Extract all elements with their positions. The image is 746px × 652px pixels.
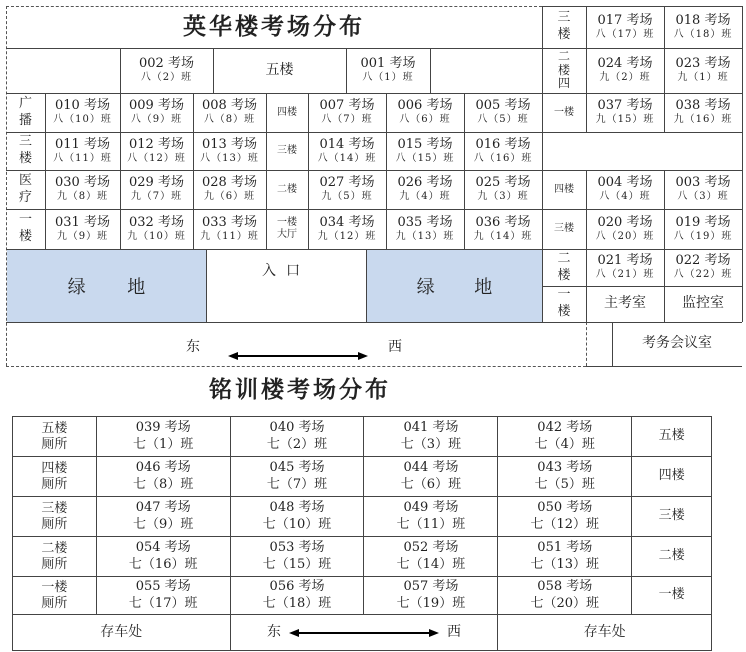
row-right-label: 二楼 [632,537,712,577]
row-right-label: 三楼 [632,497,712,537]
green-area-left: 绿 地 [7,250,206,322]
exam-room-008: 008 考场 八（8）班 [202,98,257,126]
direction-arrow [228,345,368,351]
bottom-direction-east: 东 [266,624,281,641]
direction-east: 东 [186,339,200,355]
right-second-floor-label: 二 楼 四 [557,48,570,91]
exam-room-005: 005 考场 八（5）班 [475,98,531,126]
bottom-direction-arrow [289,629,439,637]
bike-parking-left: 存车处 [13,615,231,651]
right-second-floor-label-2: 二 楼 [557,250,571,283]
mingxun-title: 铭训楼考场分布 [209,375,391,403]
main-exam-room: 主考室 [604,295,646,312]
right-fourth-floor-label: 四楼 [554,183,574,195]
exam-room-023: 023 考场 九（1）班 [675,56,731,84]
right-third-floor-label-2: 三楼 [554,223,574,234]
exam-room-057: 057 考场 七（19）班 [364,577,498,615]
exam-room-032: 032 考场 九（10）班 [127,214,186,242]
exam-room-029: 029 考场 九（7）班 [129,175,184,203]
exam-room-030: 030 考场 九（8）班 [55,175,110,203]
exam-room-042: 042 考场 七（4）班 [498,417,632,457]
exam-room-020: 020 考场 八（20）班 [595,214,655,242]
second-floor-mid-label: 二楼 [277,183,297,195]
exam-room-031: 031 考场 九（9）班 [55,214,110,242]
exam-room-015: 015 考场 八（15）班 [395,136,455,164]
exam-room-053: 053 考场 七（15）班 [230,537,364,577]
row-left-label: 三楼 厕所 [13,497,97,537]
mingxun-building-table [12,416,712,651]
table-row [13,417,712,457]
first-floor-hall-label: 一楼 大厅 [277,217,297,240]
first-floor-left-label: 一 楼 [18,212,32,244]
row-left-label: 二楼 厕所 [13,537,97,577]
table-row [13,457,712,497]
exam-room-006: 006 考场 八（6）班 [397,98,453,126]
row-right-label: 四楼 [632,457,712,497]
table-row [13,577,712,615]
third-floor-mid-label: 三楼 [277,145,297,156]
third-floor-left-label: 三 楼 [18,134,32,166]
exam-room-014: 014 考场 八（14）班 [317,136,377,164]
exam-room-025: 025 考场 九（3）班 [475,175,531,203]
right-third-floor-label: 三 楼 [557,10,571,42]
exam-room-016: 016 考场 八（16）班 [473,136,533,164]
exam-room-013: 013 考场 八（13）班 [200,136,259,164]
exam-room-022: 022 考场 八（22）班 [673,253,733,281]
exam-room-010: 010 考场 八（10）班 [53,98,112,126]
exam-room-012: 012 考场 八（12）班 [127,136,186,164]
right-first-floor-label-2: 一 楼 [557,287,571,319]
entrance-label: 入口 [262,263,310,280]
exam-room-027: 027 考场 九（5）班 [319,175,375,203]
exam-room-056: 056 考场 七（18）班 [230,577,364,615]
yinghua-title: 英华楼考场分布 [183,12,365,40]
exam-room-021: 021 考场 八（21）班 [595,253,655,281]
bottom-direction-west: 西 [446,624,461,641]
exam-room-039: 039 考场 七（1）班 [96,417,230,457]
exam-room-045: 045 考场 七（7）班 [230,457,364,497]
exam-room-037: 037 考场 九（15）班 [595,98,655,126]
exam-room-028: 028 考场 九（6）班 [202,175,257,203]
exam-room-040: 040 考场 七（2）班 [230,417,364,457]
medical-label: 医 疗 [18,172,32,205]
exam-room-024: 024 考场 九（2）班 [597,56,653,84]
row-left-label: 四楼 厕所 [13,457,97,497]
fourth-floor-mid-label: 四楼 [277,106,297,118]
exam-room-003: 003 考场 八（3）班 [675,175,731,203]
exam-room-052: 052 考场 七（14）班 [364,537,498,577]
exam-room-019: 019 考场 八（19）班 [673,214,733,242]
exam-meeting-room: 考务会议室 [642,335,712,352]
exam-room-047: 047 考场 七（9）班 [96,497,230,537]
exam-room-011: 011 考场 八（11）班 [53,136,112,164]
exam-room-004: 004 考场 八（4）班 [597,175,653,203]
exam-room-046: 046 考场 七（8）班 [96,457,230,497]
row-right-label: 五楼 [632,417,712,457]
exam-room-038: 038 考场 九（16）班 [673,98,733,126]
exam-room-001: 001 考场 八（1）班 [360,56,416,84]
bottom-direction [230,615,498,651]
exam-room-035: 035 考场 九（13）班 [395,214,455,242]
exam-room-036: 036 考场 九（14）班 [473,214,533,242]
exam-room-048: 048 考场 七（10）班 [230,497,364,537]
row-left-label: 一楼 厕所 [13,577,97,615]
monitor-room: 监控室 [682,295,724,312]
exam-room-058: 058 考场 七（20）班 [498,577,632,615]
fifth-floor-label: 五楼 [265,61,294,78]
exam-room-033: 033 考场 九（11）班 [200,214,259,242]
exam-room-007: 007 考场 八（7）班 [319,98,375,126]
green-area-right: 绿 地 [367,250,542,322]
right-first-floor-label: 一楼 [554,106,574,118]
exam-room-055: 055 考场 七（17）班 [96,577,230,615]
exam-room-009: 009 考场 八（9）班 [129,98,184,126]
row-left-label: 五楼 厕所 [13,417,97,457]
exam-room-002: 002 考场 八（2）班 [139,56,194,84]
exam-room-017: 017 考场 八（17）班 [595,12,655,40]
exam-room-044: 044 考场 七（6）班 [364,457,498,497]
broadcast-label: 广 播 [18,95,32,128]
table-row [13,615,712,651]
row-right-label: 一楼 [632,577,712,615]
exam-room-034: 034 考场 九（12）班 [317,214,377,242]
direction-west: 西 [388,339,402,355]
exam-room-050: 050 考场 七（12）班 [498,497,632,537]
exam-room-043: 043 考场 七（5）班 [498,457,632,497]
exam-room-054: 054 考场 七（16）班 [96,537,230,577]
exam-room-026: 026 考场 九（4）班 [397,175,453,203]
table-row [13,537,712,577]
exam-room-051: 051 考场 七（13）班 [498,537,632,577]
table-row [13,497,712,537]
bike-parking-right: 存车处 [498,615,712,651]
exam-room-049: 049 考场 七（11）班 [364,497,498,537]
exam-room-018: 018 考场 八（18）班 [673,12,733,40]
exam-room-041: 041 考场 七（3）班 [364,417,498,457]
